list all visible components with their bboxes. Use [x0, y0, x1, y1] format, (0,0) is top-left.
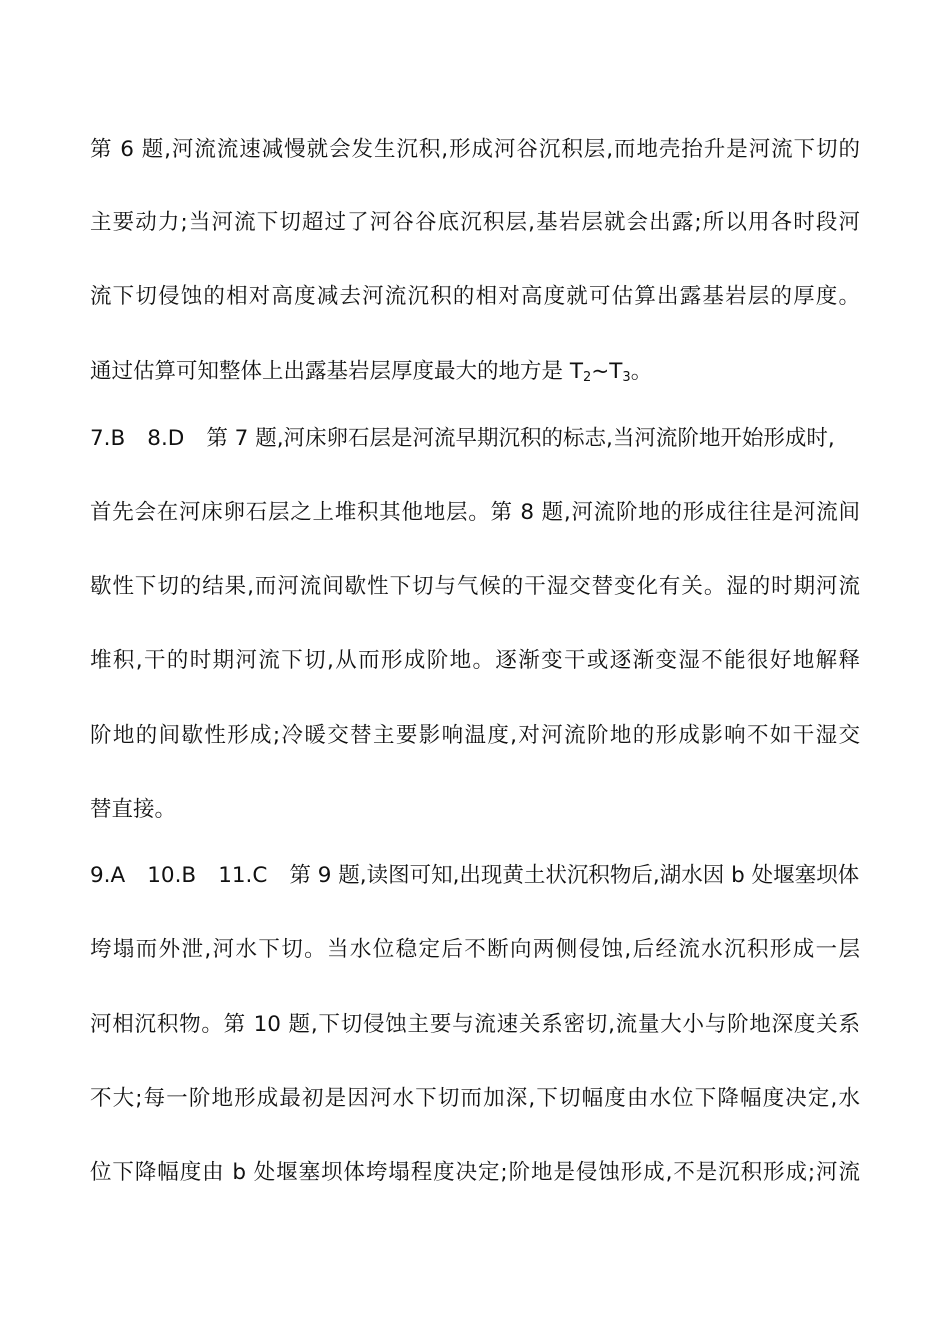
- text-segment: 。: [630, 359, 653, 384]
- text-line: 替直接。: [90, 797, 177, 822]
- answer-key: 8.D: [147, 426, 185, 451]
- text-line: 阶地的间歇性形成;冷暖交替主要影响温度,对河流阶地的形成影响不如干湿交: [90, 723, 860, 748]
- text-line: 不大;每一阶地形成最初是因河水下切而加深,下切幅度由水位下降幅度决定,水: [90, 1086, 860, 1111]
- subscript: 2: [582, 370, 592, 385]
- text-line: 位下降幅度由 b 处堰塞坝体垮塌程度决定;阶地是侵蚀形成,不是沉积形成;河流: [90, 1160, 860, 1185]
- answer-line: [90, 856, 860, 896]
- subscript: 3: [622, 370, 631, 385]
- text-line: 流下切侵蚀的相对高度减去河流沉积的相对高度就可估算出露基岩层的厚度。: [90, 284, 860, 309]
- answer-key: 9.A: [90, 863, 126, 888]
- text-segment: 通过估算可知整体上出露基岩层厚度最大的地方是 T: [90, 359, 583, 384]
- text-line: 河相沉积物。第 10 题,下切侵蚀主要与流速关系密切,流量大小与阶地深度关系: [90, 1012, 860, 1037]
- answer-line: [90, 419, 860, 459]
- text-line: 主要动力;当河流下切超过了河谷谷底沉积层,基岩层就会出露;所以用各时段河: [90, 210, 860, 235]
- answer-key: 11.C: [218, 863, 268, 888]
- text-line: 第 6 题,河流流速减慢就会发生沉积,形成河谷沉积层,而地壳抬升是河流下切的: [90, 137, 860, 162]
- explanation-text: 第 9 题,读图可知,出现黄土状沉积物后,湖水因 b 处堰塞坝体: [289, 863, 860, 888]
- text-line-with-subscripts: [90, 352, 860, 392]
- text-line: 首先会在河床卵石层之上堆积其他地层。第 8 题,河流阶地的形成往往是河流间: [90, 500, 860, 525]
- text-line: 堆积,干的时期河流下切,从而形成阶地。逐渐变干或逐渐变湿不能很好地解释: [90, 648, 860, 673]
- answer-key: 10.B: [147, 863, 197, 888]
- document-page: [90, 0, 860, 1344]
- answer-key: 7.B: [90, 426, 126, 451]
- text-segment: ~T: [591, 359, 623, 384]
- text-line: 歇性下切的结果,而河流间歇性下切与气候的干湿交替变化有关。湿的时期河流: [90, 574, 860, 599]
- explanation-text: 第 7 题,河床卵石层是河流早期沉积的标志,当河流阶地开始形成时,: [206, 426, 835, 451]
- text-line: 垮塌而外泄,河水下切。当水位稳定后不断向两侧侵蚀,后经流水沉积形成一层: [90, 937, 860, 962]
